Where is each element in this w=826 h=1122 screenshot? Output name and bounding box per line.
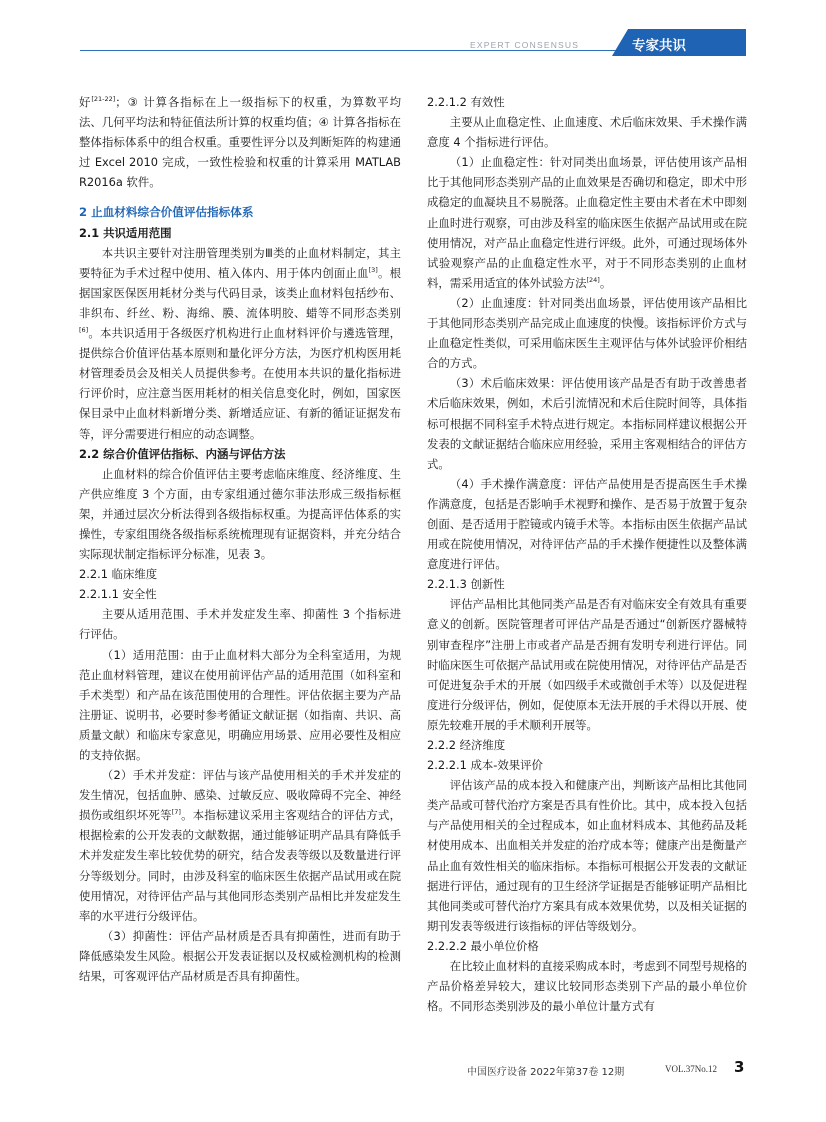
text-run: 止血材料的综合价值评估主要考虑临床维度、经济维度、生产供应维度 3 个方面，由专家组通过德尔菲法形成三级指标框架，并通过层次分析法得到各级指标权重。为提高评估体系的实操性，专家组围绕各级指标系统梳理现有证据资料，并充分结合实际现状制定指标评分标准，见表 3。 <box>79 466 401 562</box>
header-english-label: EXPERT CONSENSUS <box>470 40 580 50</box>
header-rule <box>80 50 620 51</box>
section-heading <box>79 202 401 222</box>
citation-ref: [6] <box>79 326 89 335</box>
paragraph <box>79 604 401 644</box>
subsection-heading <box>427 755 747 775</box>
text-run: 2.2.2.1 成本-效果评价 <box>427 758 543 773</box>
text-run: ；③ 计算各指标在上一级指标下的权重，为算数平均法、几何平均法和特征值法所计算的权重均值；④ 计算各指标在整体指标体系中的组合权重。重要性评分以及判断矩阵的构建通过 Excel 2010 完成，一致性检验和权重的计算采用 MATLAB R2016a 软件。 <box>79 95 401 190</box>
citation-ref: [21-22] <box>91 95 116 103</box>
citation-ref: [7] <box>171 808 181 817</box>
subsection-heading <box>79 584 401 604</box>
text-run: 。 <box>599 275 612 290</box>
paragraph <box>427 373 747 473</box>
paragraph <box>427 152 747 293</box>
text-run: 2.2.1.3 创新性 <box>427 577 505 592</box>
paragraph <box>427 293 747 373</box>
text-run: 在比较止血材料的直接采购成本时，考虑到不同型号规格的产品价格差异较大，建议比较同形态类别下产品的最小单位价格。不同形态类别涉及的最小单位计量方式有 <box>427 959 747 1014</box>
header-section-label: 专家共识 <box>632 38 686 54</box>
subsection-heading <box>79 444 401 464</box>
paragraph <box>79 464 401 564</box>
text-run: 2 止血材料综合价值评估指标体系 <box>79 205 254 220</box>
text-run: 评估该产品的成本投入和健康产出，判断该产品相比其他同类产品或可替代治疗方案是否具有性价比。其中，成本投入包括与产品使用相关的全过程成本，如止血材料成本、其他药品及耗材使用成本、出血相关并发症的治疗成本等；健康产出是衡量产品止血有效性相关的临床指标。本指标可根据公开发表的文献证据进行评估，通过现有的卫生经济学证据是否能够证明产品相比其他同类或可替代治疗方案具有成本效果优势，以及相关证据的期刊发表等级进行该指标的评估等级划分。 <box>427 778 747 933</box>
text-run: 主要从止血稳定性、止血速度、术后临床效果、手术操作满意度 4 个指标进行评估。 <box>427 115 747 150</box>
text-run: 2.2.1.2 有效性 <box>427 95 505 109</box>
paragraph <box>427 112 747 152</box>
paragraph <box>79 243 401 444</box>
text-run: （4）手术操作满意度：评估产品使用是否提高医生手术操作满意度，包括是否影响手术视野和操作、是否易于放置于复杂创面、是否适用于腔镜或内镜手术等。本指标由医生依据产品试用或在院使用情况，对待评估产品的手术操作便捷性以及整体满意度进行评估。 <box>427 476 747 572</box>
paragraph <box>79 926 401 986</box>
text-run: 。本指标建议采用主客观结合的评估方式，根据检索的公开发表的文献数据，通过能够证明产品具有降低手术并发症发生率比较优势的研究，结合发表等级以及数量进行评分等级划分。同时，由涉及科室的临床医生依据产品试用或在院使用情况，对待评估产品与其他同形态类别产品相比并发症发生率的水平进行分级评估。 <box>79 808 401 923</box>
paragraph <box>427 775 747 936</box>
text-run: 2.2.2.2 最小单位价格 <box>427 938 539 953</box>
text-run: 评估产品相比其他同类产品是否有对临床安全有效具有重要意义的创新。医院管理者可评估产品是否通过“创新医疗器械特别审查程序”注册上市或者产品是否拥有发明专利进行评估。同时临床医生可依据产品试用或在院使用情况，对待评估产品是否可促进复杂手术的开展（如四级手术或微创手术等）以及促进程度进行分级评估，例如，促使原本无法开展的手术得以开展、使原先较难开展的手术顺利开展等。 <box>427 597 747 732</box>
paragraph <box>427 594 747 735</box>
footer-journal: 中国医疗设备 2022年第37卷 12期 <box>467 1067 625 1078</box>
text-run: 主要从适用范围、手术并发症发生率、抑菌性 3 个指标进行评估。 <box>79 607 401 642</box>
text-run: （3）抑菌性：评估产品材质是否具有抑菌性，进而有助于降低感染发生风险。根据公开发表证据以及权威检测机构的检测结果，可客观评估产品材质是否具有抑菌性。 <box>79 928 401 984</box>
subsection-heading <box>79 564 401 584</box>
text-run: （1）止血稳定性：针对同类出血场景，评估使用该产品相比于其他同形态类别产品的止血效果是否确切和稳定，即术中形成稳定的血凝块且不易脱落。止血稳定性主要由术者在术中即刻止血时进行观察，可由涉及科室的临床医生依据产品试用或在院使用情况，对产品止血稳定性进行评级。此外，可通过现场体外试验观察产品的止血稳定性水平，对于不同形态类别的止血材料，需采用适宜的体外试验方法 <box>427 155 747 290</box>
footer-volume: VOL.37No.12 <box>665 1064 717 1074</box>
right-column <box>427 92 747 1016</box>
text-run: （1）适用范围：由于止血材料大部分为全科室适用，为规范止血材料管理，建议在使用前评估产品的适用范围（如科室和手术类型）和产品在该范围使用的合理性。评估依据主要为产品注册证、说明书，必要时参考循证文献证据（如指南、共识、高质量文献）和临床专家意见，明确应用场景、应用必要性及相应的支持依据。 <box>79 647 401 762</box>
text-run: （3）术后临床效果：评估使用该产品是否有助于改善患者术后临床效果，例如，术后引流情况和术后住院时间等，具体指标可根据不同科室手术特点进行规定。本指标同样建议根据公开发表的文献证据结合临床应用经验，采用主客观相结合的评估方式。 <box>427 376 747 471</box>
subsection-heading <box>427 936 747 956</box>
paragraph <box>79 645 401 766</box>
paragraph <box>427 956 747 1016</box>
subsection-heading <box>79 223 401 243</box>
text-run: （2）手术并发症：评估与该产品使用相关的手术并发症的发生情况，包括血肿、感染、过敏反应、吸收障碍不完全、神经损伤或组织坏死等 <box>79 768 401 823</box>
text-run: 2.2.1.1 安全性 <box>79 587 157 602</box>
page-number: 3 <box>734 1058 745 1076</box>
text-run: 2.2 综合价值评估指标、内涵与评估方法 <box>79 446 286 461</box>
text-run: 2.1 共识适用范围 <box>79 225 172 240</box>
subsection-heading <box>427 735 747 755</box>
text-run: 。根据国家医保医用耗材分类与代码目录，该类止血材料包括纱布、非织布、纤丝、粉、海绵、膜、流体明胶、蜡等不同形态类别 <box>79 265 401 320</box>
paragraph <box>79 92 401 192</box>
text-run: （2）止血速度：针对同类出血场景，评估使用该产品相比于其他同形态类别产品完成止血速度的快慢。该指标评价方式与止血稳定性类似，可采用临床医生主观评估与体外试验评价相结合的方式。 <box>427 295 747 371</box>
left-column <box>79 92 401 986</box>
subsection-heading <box>427 92 747 112</box>
text-run: 好 <box>79 95 92 109</box>
subsection-heading <box>427 574 747 594</box>
text-run: 2.2.2 经济维度 <box>427 738 506 752</box>
citation-ref: [3] <box>368 265 378 274</box>
text-run: 。本共识适用于各级医疗机构进行止血材料评价与遴选管理，提供综合价值评估基本原则和量化评分方法，为医疗机构医用耗材管理委员会及相关人员提供参考。在使用本共识的量化指标进行评价时，应注意当医用耗材的相关信息变化时，例如，国家医保目录中止血材料新增分类、新增适应证、有新的循证证据发布等，评分需要进行相应的动态调整。 <box>79 326 401 441</box>
spacer <box>79 192 401 202</box>
citation-ref: [24] <box>586 275 600 284</box>
paragraph <box>79 765 401 926</box>
text-run: 2.2.1 临床维度 <box>79 567 158 582</box>
text-run: 本共识主要针对注册管理类别为Ⅲ类的止血材料制定，其主要特征为手术过程中使用、植入体内、用于体内创面止血 <box>79 245 401 280</box>
paragraph <box>427 474 747 574</box>
